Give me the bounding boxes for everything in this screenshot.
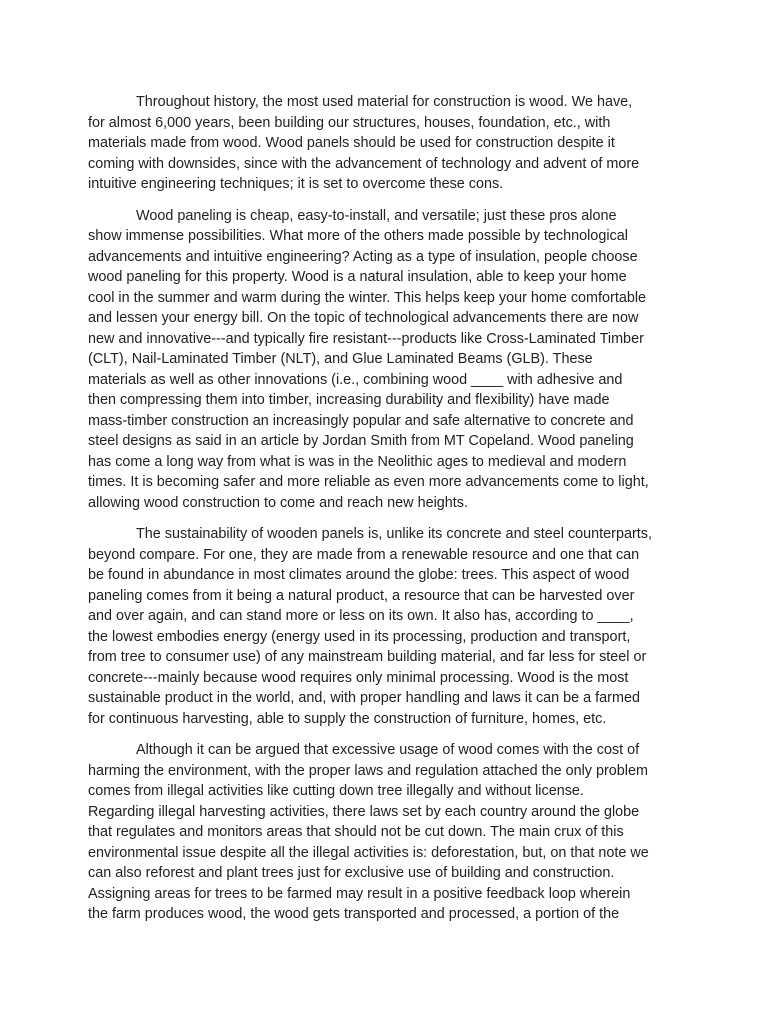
text-line: (CLT), Nail-Laminated Timber (NLT), and Glue Laminated Beams (GLB). These [88,351,593,367]
text-line: comes from illegal activities like cutting down tree illegally and without license. [88,783,584,799]
text-line: intuitive engineering techniques; it is set to overcome these cons. [88,176,504,192]
text-line: and lessen your energy bill. On the topic of technological advancements there are now [88,310,639,326]
text-line: sustainable product in the world, and, with proper handling and laws it can be a farmed [88,690,640,706]
text-line: Throughout history, the most used material for construction is wood. We have, [136,94,633,110]
text-line: the farm produces wood, the wood gets transported and processed, a portion of the [88,906,620,922]
text-line: show immense possibilities. What more of the others made possible by technological [88,228,628,244]
text-line: has come a long way from what is was in the Neolithic ages to medieval and modern [88,453,627,470]
paragraph-1 [88,92,688,195]
text-line: harming the environment, with the proper laws and regulation attached the only problem [88,762,648,779]
text-line: Although it can be argued that excessive usage of wood comes with the cost of [136,742,640,758]
text-line: that regulates and monitors areas that should not be cut down. The main crux of this [88,824,624,840]
paragraph-3 [88,524,688,729]
document-body [88,92,688,936]
text-line: Regarding illegal harvesting activities, there laws set by each country around the globe [88,803,640,820]
text-line: The sustainability of wooden panels is, unlike its concrete and steel counterparts, [136,526,652,542]
text-line: Assigning areas for trees to be farmed may result in a positive feedback loop wherein [88,885,631,902]
text-line: Wood paneling is cheap, easy-to-install, and versatile; just these pros alone [136,207,617,224]
text-line: wood paneling for this property. Wood is a natural insulation, able to keep your home [88,269,627,285]
paragraph-4 [88,740,688,925]
text-line: times. It is becoming safer and more reliable as even more advancements come to light, [88,474,649,490]
text-line: and over again, and can stand more or less on its own. It also has, according to ____, [88,608,634,624]
text-line: concrete---mainly because wood requires only minimal processing. Wood is the most [88,669,629,686]
text-line: then compressing them into timber, increasing durability and flexibility) have made [88,392,610,408]
text-line: for continuous harvesting, able to supply the construction of furniture, homes, etc. [88,710,607,727]
text-line: the lowest embodies energy (energy used in its processing, production and transport, [88,628,631,645]
text-line: can also reforest and plant trees just for exclusive use of building and construction. [88,865,615,881]
text-line: materials as well as other innovations (i.e., combining wood ____ with adhesive and [88,371,623,388]
text-line: steel designs as said in an article by Jordan Smith from MT Copeland. Wood paneling [88,433,634,449]
text-line: allowing wood construction to come and reach new heights. [88,494,468,511]
text-line: beyond compare. For one, they are made from a renewable resource and one that can [88,546,640,563]
text-line: mass-timber construction an increasingly popular and safe alternative to concrete and [88,412,634,429]
text-line: from tree to consumer use) of any mainstream building material, and far less for steel or [88,649,647,665]
text-line: for almost 6,000 years, been building our structures, houses, foundation, etc., with [88,114,611,131]
text-line: materials made from wood. Wood panels should be used for construction despite it [88,135,615,151]
text-line: paneling comes from it being a natural product, a resource that can be harvested over [88,587,635,604]
text-line: advancements and intuitive engineering? Acting as a type of insulation, people choose [88,248,638,265]
text-line: environmental issue despite all the illegal activities is: deforestation, but, on that note we [88,844,649,861]
text-line: cool in the summer and warm during the winter. This helps keep your home comfortable [88,289,647,306]
text-line: be found in abundance in most climates around the globe: trees. This aspect of wood [88,567,630,583]
text-line: coming with downsides, since with the advancement of technology and advent of more [88,155,640,172]
text-line: new and innovative---and typically fire resistant---products like Cross-Laminated Timber [88,330,644,347]
paragraph-2 [88,206,688,514]
